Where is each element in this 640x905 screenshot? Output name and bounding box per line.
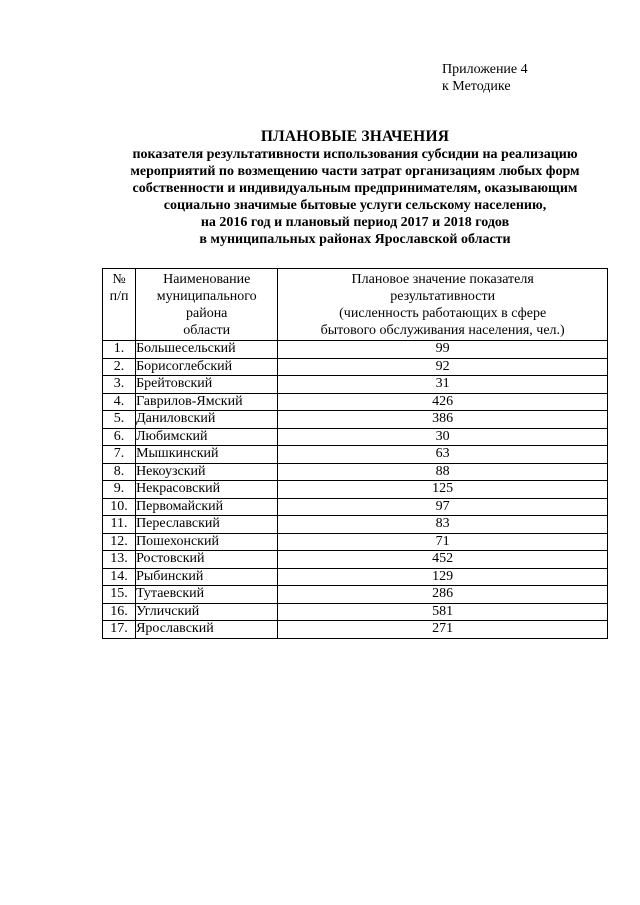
header-value xyxy=(278,269,608,341)
table-row xyxy=(103,498,608,516)
row-number-cell: 3. xyxy=(103,376,136,394)
row-number-cell: 7. xyxy=(103,446,136,464)
plan-value-cell: 88 xyxy=(278,463,608,481)
table-row xyxy=(103,551,608,569)
annex-line-2: к Методике xyxy=(442,79,511,94)
district-name-cell: Некоузский xyxy=(136,463,278,481)
district-name-cell: Мышкинский xyxy=(136,446,278,464)
header-num-line: п/п xyxy=(109,289,129,304)
table-row xyxy=(103,411,608,429)
annex-label xyxy=(442,61,528,95)
plan-value-cell: 452 xyxy=(278,551,608,569)
district-name-cell: Пошехонский xyxy=(136,533,278,551)
district-name-cell: Ростовский xyxy=(136,551,278,569)
district-name-cell: Рыбинский xyxy=(136,568,278,586)
plan-value-cell: 581 xyxy=(278,603,608,621)
district-name-cell: Угличский xyxy=(136,603,278,621)
table-row xyxy=(103,533,608,551)
row-number-cell: 10. xyxy=(103,498,136,516)
title-line: собственности и индивидуальным предпринимателям, оказывающим xyxy=(132,181,578,196)
header-value-line: Плановое значение показателя xyxy=(351,272,534,287)
district-name-cell: Некрасовский xyxy=(136,481,278,499)
plan-value-cell: 286 xyxy=(278,586,608,604)
district-name-cell: Брейтовский xyxy=(136,376,278,394)
plan-value-cell: 71 xyxy=(278,533,608,551)
table-row xyxy=(103,358,608,376)
title-main: ПЛАНОВЫЕ ЗНАЧЕНИЯ xyxy=(260,128,450,145)
plan-value-cell: 386 xyxy=(278,411,608,429)
row-number-cell: 4. xyxy=(103,393,136,411)
table-row xyxy=(103,428,608,446)
title-line: социально значимые бытовые услуги сельскому населению, xyxy=(163,198,547,213)
header-name-line: области xyxy=(183,323,231,338)
row-number-cell: 15. xyxy=(103,586,136,604)
plan-values-table xyxy=(102,268,608,639)
row-number-cell: 13. xyxy=(103,551,136,569)
plan-value-cell: 30 xyxy=(278,428,608,446)
table-row xyxy=(103,516,608,534)
table-row xyxy=(103,393,608,411)
header-num xyxy=(103,269,136,341)
header-name xyxy=(136,269,278,341)
plan-value-cell: 426 xyxy=(278,393,608,411)
title-line: мероприятий по возмещению части затрат организациям любых форм xyxy=(130,164,580,179)
row-number-cell: 5. xyxy=(103,411,136,429)
header-value-line: (численность работающих в сфере xyxy=(339,306,547,321)
header-name-line: муниципального района xyxy=(156,289,257,321)
row-number-cell: 16. xyxy=(103,603,136,621)
plan-value-cell: 97 xyxy=(278,498,608,516)
district-name-cell: Переславский xyxy=(136,516,278,534)
district-name-cell: Ярославский xyxy=(136,621,278,639)
table-row xyxy=(103,621,608,639)
row-number-cell: 1. xyxy=(103,341,136,359)
row-number-cell: 17. xyxy=(103,621,136,639)
district-name-cell: Даниловский xyxy=(136,411,278,429)
table-row xyxy=(103,603,608,621)
plan-value-cell: 31 xyxy=(278,376,608,394)
row-number-cell: 6. xyxy=(103,428,136,446)
header-name-line: Наименование xyxy=(163,272,251,287)
plan-value-cell: 63 xyxy=(278,446,608,464)
table-row xyxy=(103,341,608,359)
district-name-cell: Гаврилов-Ямский xyxy=(136,393,278,411)
header-value-line: бытового обслуживания населения, чел.) xyxy=(320,323,565,338)
title-line: в муниципальных районах Ярославской области xyxy=(199,232,511,247)
row-number-cell: 8. xyxy=(103,463,136,481)
annex-line-1: Приложение 4 xyxy=(442,62,528,77)
title-line: показателя результативности использования субсидии на реализацию xyxy=(132,147,578,162)
document-title xyxy=(100,127,610,248)
table-body xyxy=(103,341,608,639)
row-number-cell: 14. xyxy=(103,568,136,586)
district-name-cell: Первомайский xyxy=(136,498,278,516)
plan-value-cell: 125 xyxy=(278,481,608,499)
table-header-row xyxy=(103,269,608,341)
title-subtitle xyxy=(100,146,610,248)
header-num-line: № xyxy=(112,272,126,287)
plan-value-cell: 129 xyxy=(278,568,608,586)
header-value-line: результативности xyxy=(390,289,496,304)
plan-value-cell: 92 xyxy=(278,358,608,376)
title-line: на 2016 год и плановый период 2017 и 2018 годов xyxy=(200,215,510,230)
table-row xyxy=(103,463,608,481)
row-number-cell: 2. xyxy=(103,358,136,376)
table-row xyxy=(103,568,608,586)
district-name-cell: Любимский xyxy=(136,428,278,446)
district-name-cell: Тутаевский xyxy=(136,586,278,604)
table-row xyxy=(103,446,608,464)
plan-value-cell: 83 xyxy=(278,516,608,534)
row-number-cell: 11. xyxy=(103,516,136,534)
district-name-cell: Большесельский xyxy=(136,341,278,359)
table-row xyxy=(103,376,608,394)
district-name-cell: Борисоглебский xyxy=(136,358,278,376)
plan-value-cell: 99 xyxy=(278,341,608,359)
row-number-cell: 12. xyxy=(103,533,136,551)
table-row xyxy=(103,586,608,604)
table-row xyxy=(103,481,608,499)
plan-value-cell: 271 xyxy=(278,621,608,639)
row-number-cell: 9. xyxy=(103,481,136,499)
